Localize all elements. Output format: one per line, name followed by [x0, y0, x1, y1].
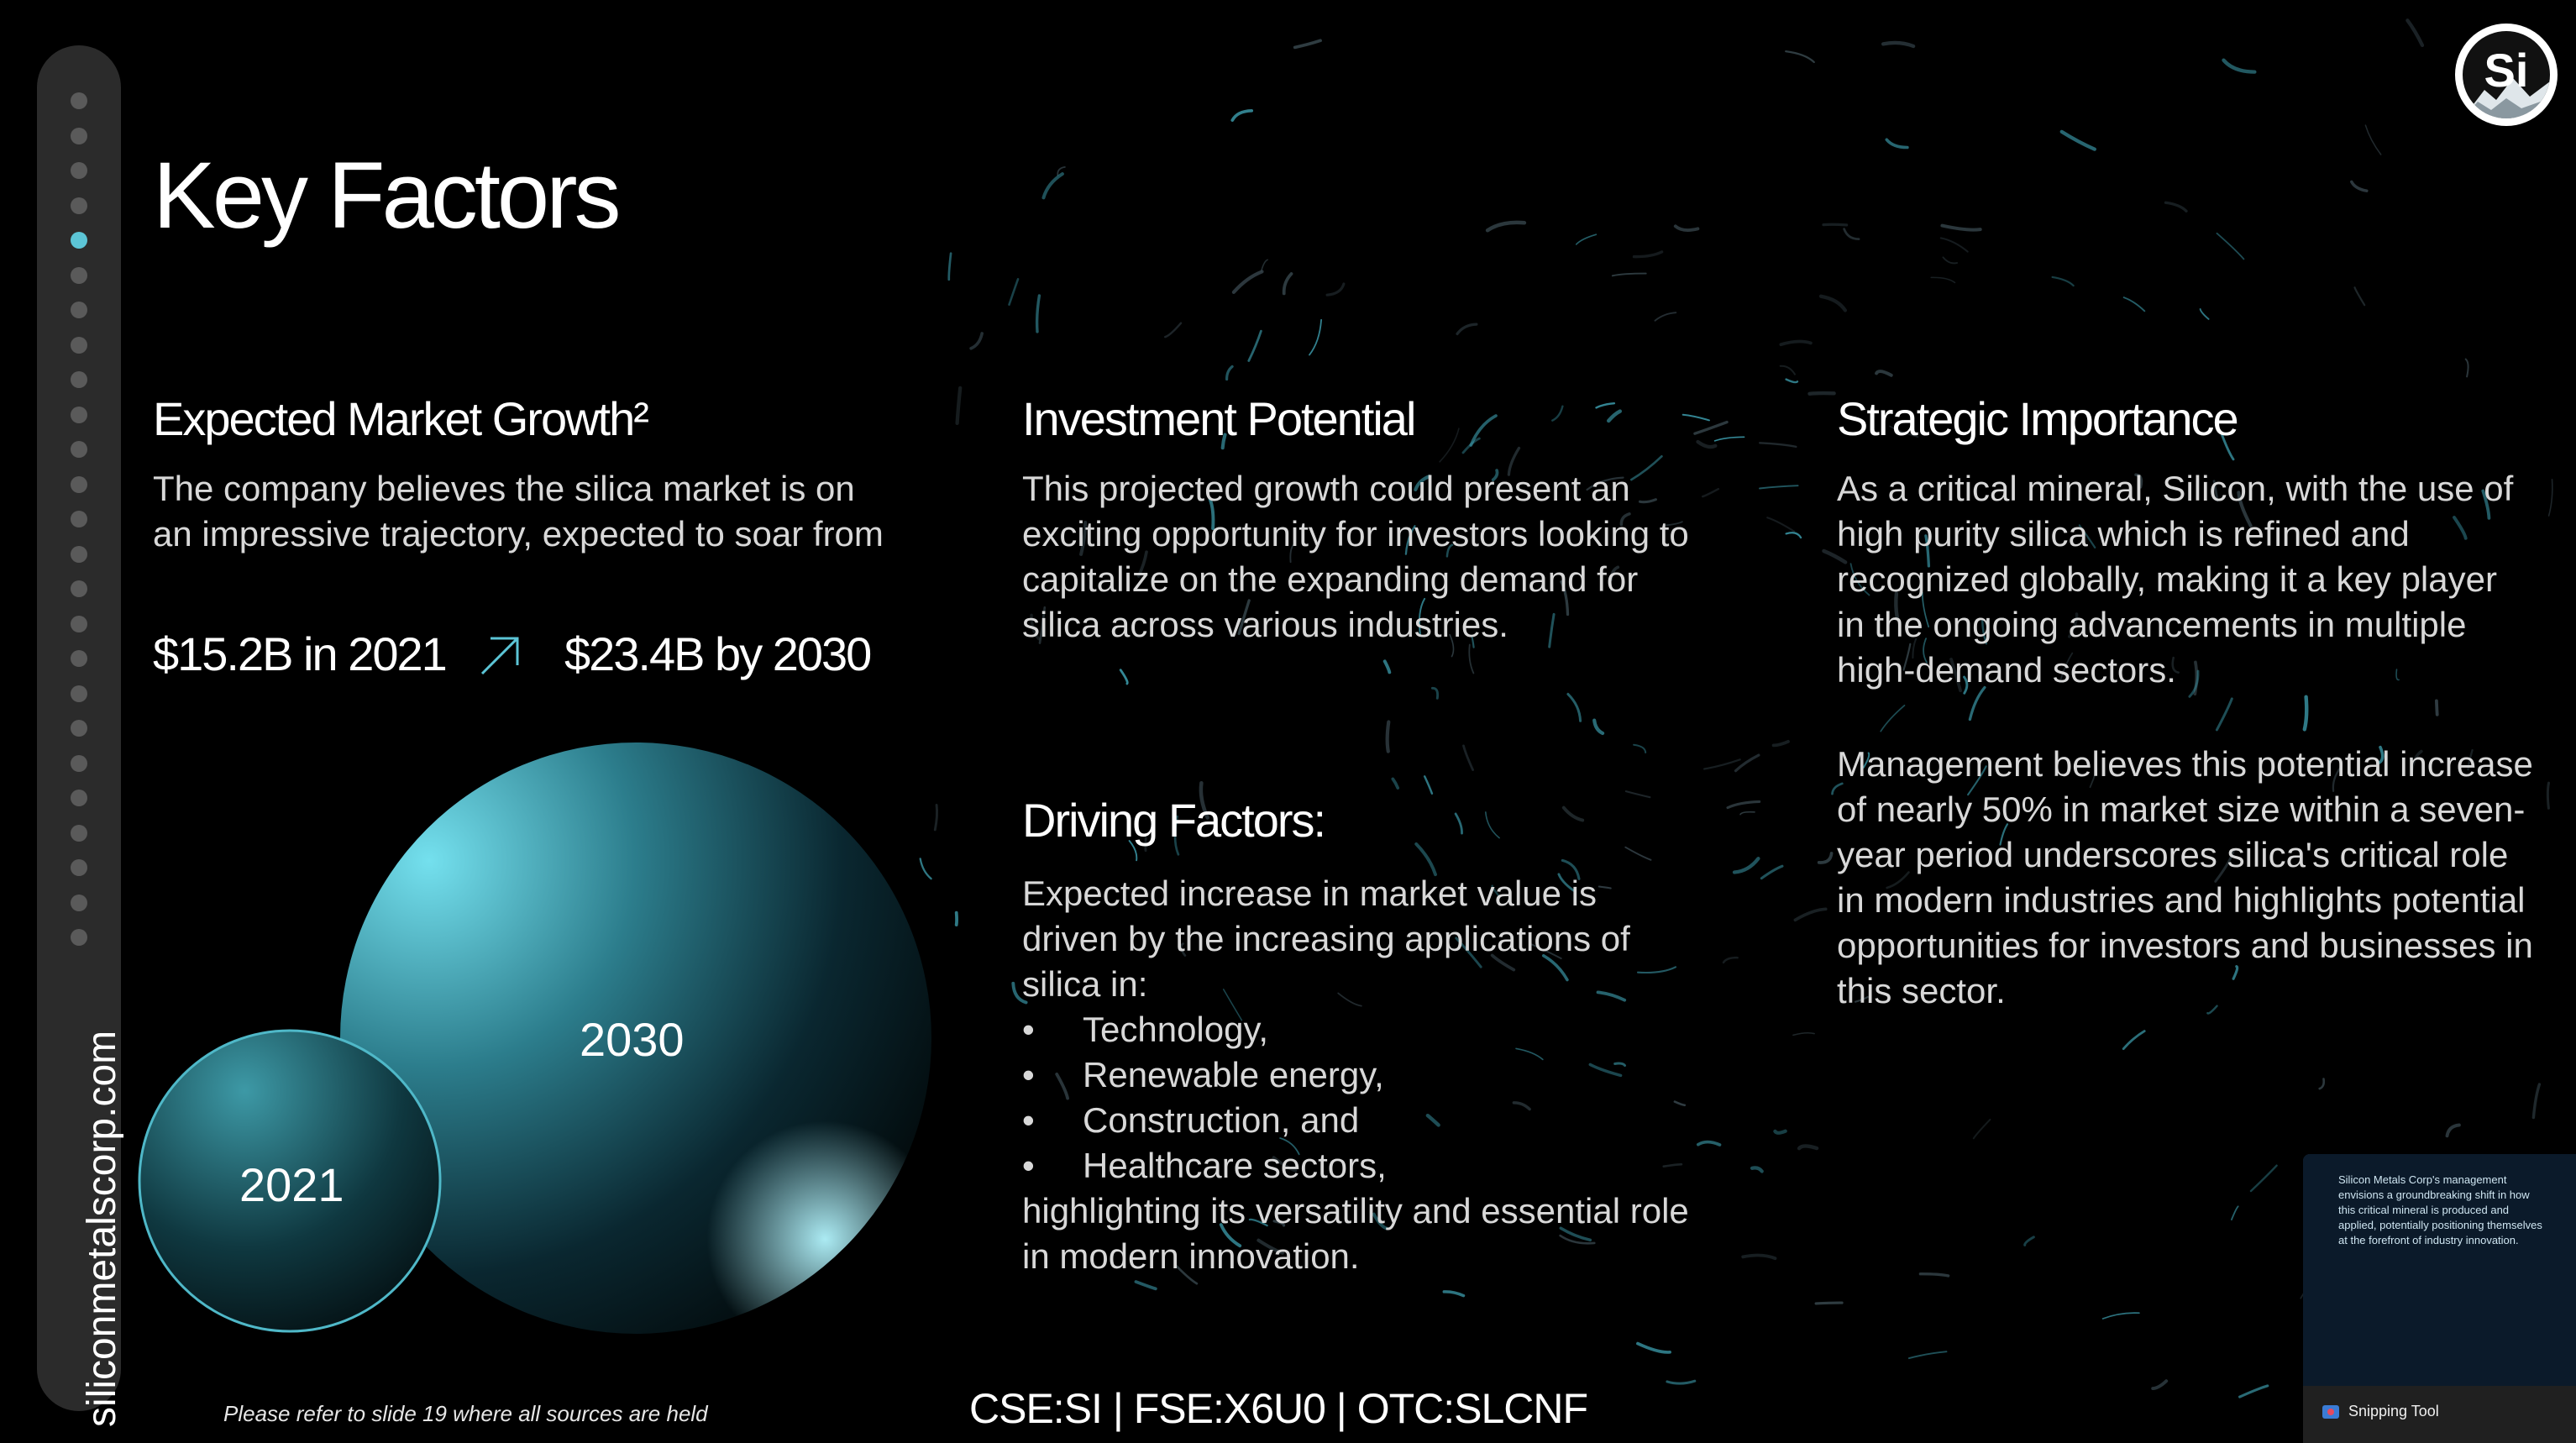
swirl-stroke [1728, 801, 1760, 807]
driving-factors-section [1022, 793, 1694, 1279]
swirl-stroke [2447, 1126, 2459, 1136]
swirl-stroke [1594, 721, 1603, 733]
swirl-stroke [2124, 297, 2145, 311]
driving-factors-list [1022, 1007, 1694, 1189]
swirl-stroke [1309, 320, 1321, 355]
swirl-stroke [1786, 51, 1814, 62]
swirl-stroke [1819, 853, 1832, 863]
nav-dot[interactable] [71, 197, 87, 214]
swirl-stroke [2103, 1313, 2139, 1319]
market-growth-heading: Expected Market Growth² [153, 392, 648, 445]
snip-preview-line: Silicon Metals Corp's management [2338, 1173, 2507, 1186]
slide-nav-dots [37, 92, 121, 964]
swirl-stroke [1781, 366, 1795, 375]
company-logo [2455, 24, 2558, 126]
nav-dot[interactable] [71, 755, 87, 772]
nav-dot[interactable] [71, 407, 87, 423]
swirl-stroke [1752, 1168, 1762, 1171]
swirl-stroke [1388, 722, 1389, 752]
list-item: • Healthcare sectors, [1022, 1146, 1387, 1185]
snip-preview-line: applied, potentially positioning themselves [2338, 1219, 2542, 1231]
strategic-para-1: As a critical mineral, Silicon, with the use of high purity silica which is refined and recognized globally, making it a key player in the ongoing advancements in multiple high-demand sectors. [1837, 469, 2514, 690]
swirl-stroke [1974, 1120, 1991, 1138]
swirl-stroke [1767, 517, 1794, 532]
snip-preview-line: envisions a groundbreaking shift in how [2338, 1189, 2530, 1201]
swirl-stroke [1795, 909, 1825, 920]
swirl-stroke [1136, 1282, 1156, 1288]
nav-dot[interactable] [71, 441, 87, 458]
swirl-stroke [2217, 234, 2244, 260]
snip-preview-line: this critical mineral is produced and [2338, 1204, 2510, 1216]
swirl-stroke [2320, 1079, 2324, 1089]
market-growth-section [153, 391, 892, 557]
swirl-stroke [1816, 1303, 1842, 1304]
stock-tickers: CSE:SI | FSE:X6U0 | OTC:SLCNF [969, 1385, 1588, 1432]
swirl-stroke [1698, 1142, 1720, 1145]
swirl-stroke [2240, 1386, 2268, 1397]
swirl-stroke [1469, 645, 1473, 674]
swirl-stroke [2466, 359, 2468, 377]
driving-factors-heading: Driving Factors: [1022, 794, 1325, 847]
swirl-stroke [1634, 252, 1662, 257]
nav-dot[interactable] [71, 720, 87, 737]
swirl-stroke [1761, 866, 1782, 879]
investment-section [1022, 391, 1694, 648]
swirl-stroke [1704, 759, 1740, 769]
swirl-stroke [1227, 366, 1233, 379]
swirl-stroke [1655, 312, 1676, 321]
nav-dot[interactable] [71, 546, 87, 563]
swirl-stroke [1385, 661, 1390, 672]
swirl-stroke [1810, 393, 1834, 394]
swirl-stroke [1327, 284, 1344, 295]
snipping-tool-icon [2322, 1403, 2340, 1421]
nav-dot[interactable] [71, 616, 87, 632]
nav-dot[interactable] [71, 128, 87, 144]
swirl-stroke [2053, 277, 2074, 286]
swirl-stroke [2549, 480, 2552, 516]
investment-heading: Investment Potential [1022, 392, 1415, 445]
swirl-stroke [1295, 40, 1320, 47]
nav-dot[interactable] [71, 162, 87, 179]
swirl-stroke [957, 388, 961, 423]
bubble-2021-label: 2021 [239, 1158, 344, 1211]
swirl-stroke [1695, 422, 1727, 434]
investment-body: This projected growth could present an exciting opportunity for investors looking to capitalize on the expanding demand for silica across various industries. [1022, 469, 1689, 644]
slide-nav-rail [37, 45, 124, 1427]
page-title: Key Factors [153, 143, 618, 248]
swirl-stroke [2166, 202, 2187, 211]
swirl-stroke [1393, 779, 1398, 788]
swirl-stroke [1823, 224, 1847, 225]
swirl-stroke [2201, 309, 2209, 319]
swirl-stroke [1262, 260, 1268, 271]
snip-preview-line: at the forefront of industry innovation. [2338, 1234, 2519, 1246]
swirl-stroke [1760, 443, 1796, 447]
swirl-stroke [1734, 858, 1758, 872]
swirl-stroke [1010, 279, 1019, 304]
swirl-stroke [1760, 485, 1798, 488]
strategic-heading: Strategic Importance [1837, 392, 2238, 445]
driving-factors-intro: Expected increase in market value is driven by the increasing applications of silica in: [1022, 874, 1630, 1004]
swirl-stroke [1638, 1344, 1670, 1352]
list-item: • Construction, and [1022, 1100, 1360, 1140]
swirl-stroke [1883, 43, 1913, 46]
swirl-stroke [1736, 755, 1759, 771]
swirl-stroke [1740, 812, 1755, 815]
swirl-stroke [1909, 1351, 1947, 1358]
swirl-stroke [971, 333, 982, 349]
swirl-stroke [1249, 331, 1262, 360]
swirl-stroke [949, 254, 951, 280]
swirl-stroke [2153, 1381, 2166, 1388]
snip-toolbar[interactable] [2303, 1386, 2576, 1443]
swirl-stroke [1432, 688, 1437, 698]
swirl-stroke [2533, 1084, 2539, 1118]
arrow-up-right-icon [479, 633, 522, 677]
swirl-stroke [1457, 324, 1477, 333]
swirl-stroke [1232, 111, 1251, 120]
nav-dot[interactable] [71, 92, 87, 109]
snipping-tool-thumbnail[interactable] [2303, 1154, 2576, 1443]
swirl-stroke [1464, 746, 1473, 770]
strategic-para-2: Management believes this potential increase of nearly 50% in market size within a seven-year period underscores silica's critical role in modern industries and highlights potential opportunities for investors and businesses in this sector. [1837, 744, 2533, 1010]
swirl-stroke [1613, 274, 1646, 276]
nav-dot[interactable] [71, 580, 87, 597]
swirl-stroke [2547, 783, 2548, 808]
nav-dot[interactable] [71, 790, 87, 806]
swirl-stroke [2355, 287, 2365, 305]
swirl-stroke [1793, 1033, 1814, 1036]
strategic-section [1837, 391, 2534, 1014]
swirl-stroke [1284, 274, 1292, 293]
nav-dot[interactable] [71, 895, 87, 911]
swirl-stroke [1723, 958, 1738, 963]
swirl-stroke [2232, 1206, 2238, 1220]
swirl-stroke [1774, 742, 1788, 746]
swirl-stroke [2123, 1031, 2144, 1049]
swirl-stroke [1943, 257, 1957, 263]
swirl-stroke [1942, 226, 1980, 230]
swirl-stroke [1775, 1131, 1785, 1133]
list-item: • Technology, [1022, 1010, 1269, 1049]
swirl-stroke [1667, 1381, 1695, 1383]
swirl-stroke [1786, 533, 1802, 538]
swirl-stroke [1715, 437, 1744, 441]
website-url[interactable]: siliconmetalscorp.com [80, 1030, 124, 1427]
swirl-stroke [1876, 371, 1891, 375]
sources-footnote: Please refer to slide 19 where all sources are held [223, 1401, 708, 1426]
swirl-stroke [1941, 238, 1968, 251]
swirl-stroke [1037, 296, 1040, 332]
swirl-stroke [1634, 745, 1645, 753]
swirl-stroke [2025, 1237, 2034, 1246]
nav-dot-active[interactable] [71, 232, 87, 249]
swirl-stroke [1702, 489, 1718, 496]
nav-dot[interactable] [71, 371, 87, 388]
swirl-stroke [1234, 271, 1262, 292]
swirl-stroke [1577, 234, 1597, 244]
nav-dot[interactable] [71, 267, 87, 284]
swirl-stroke [1920, 1274, 1948, 1276]
swirl-stroke [1781, 341, 1811, 344]
swirl-stroke [2365, 125, 2380, 155]
swirl-stroke [2251, 1166, 2277, 1191]
nav-dot[interactable] [71, 825, 87, 842]
logo-text: Si [2484, 44, 2529, 97]
swirl-stroke [1568, 694, 1581, 721]
nav-dot[interactable] [71, 511, 87, 527]
swirl-stroke [1444, 1292, 1463, 1296]
swirl-stroke [2407, 20, 2422, 45]
list-item: • Renewable energy, [1022, 1055, 1384, 1094]
nav-dot[interactable] [71, 685, 87, 702]
nav-dot[interactable] [71, 859, 87, 876]
swirl-stroke [1487, 223, 1524, 230]
growth-to-value: $23.4B by 2030 [564, 627, 871, 680]
bubble-2030-label: 2030 [580, 1013, 685, 1066]
growth-bubbles [134, 739, 941, 1344]
nav-dot[interactable] [71, 476, 87, 493]
swirl-stroke [1120, 670, 1127, 684]
swirl-stroke [2224, 60, 2255, 72]
swirl-stroke [1044, 174, 1062, 197]
snipping-tool-label: Snipping Tool [2348, 1403, 2439, 1419]
swirl-stroke [2062, 132, 2095, 150]
swirl-stroke [1821, 296, 1845, 311]
swirl-stroke [1931, 277, 1954, 282]
driving-factors-outro: highlighting its versatility and essential role in modern innovation. [1022, 1191, 1689, 1276]
swirl-stroke [1698, 442, 1716, 447]
nav-dot[interactable] [71, 302, 87, 318]
swirl-stroke [1886, 139, 1907, 147]
swirl-stroke [1743, 1255, 1775, 1258]
swirl-stroke [1424, 776, 1432, 793]
nav-dot[interactable] [71, 929, 87, 946]
swirl-stroke [1799, 1146, 1817, 1148]
swirl-stroke [2352, 181, 2367, 191]
nav-dot[interactable] [71, 650, 87, 667]
swirl-stroke [1786, 380, 1797, 383]
snip-preview[interactable] [2303, 1154, 2576, 1386]
swirl-stroke [1165, 323, 1181, 338]
nav-dot[interactable] [71, 337, 87, 354]
swirl-stroke [1844, 229, 1860, 239]
growth-from-value: $15.2B in 2021 [153, 627, 446, 680]
market-growth-body: The company believes the silica market is on an impressive trajectory, expected to soar from [153, 469, 884, 554]
swirl-stroke [1676, 226, 1698, 230]
